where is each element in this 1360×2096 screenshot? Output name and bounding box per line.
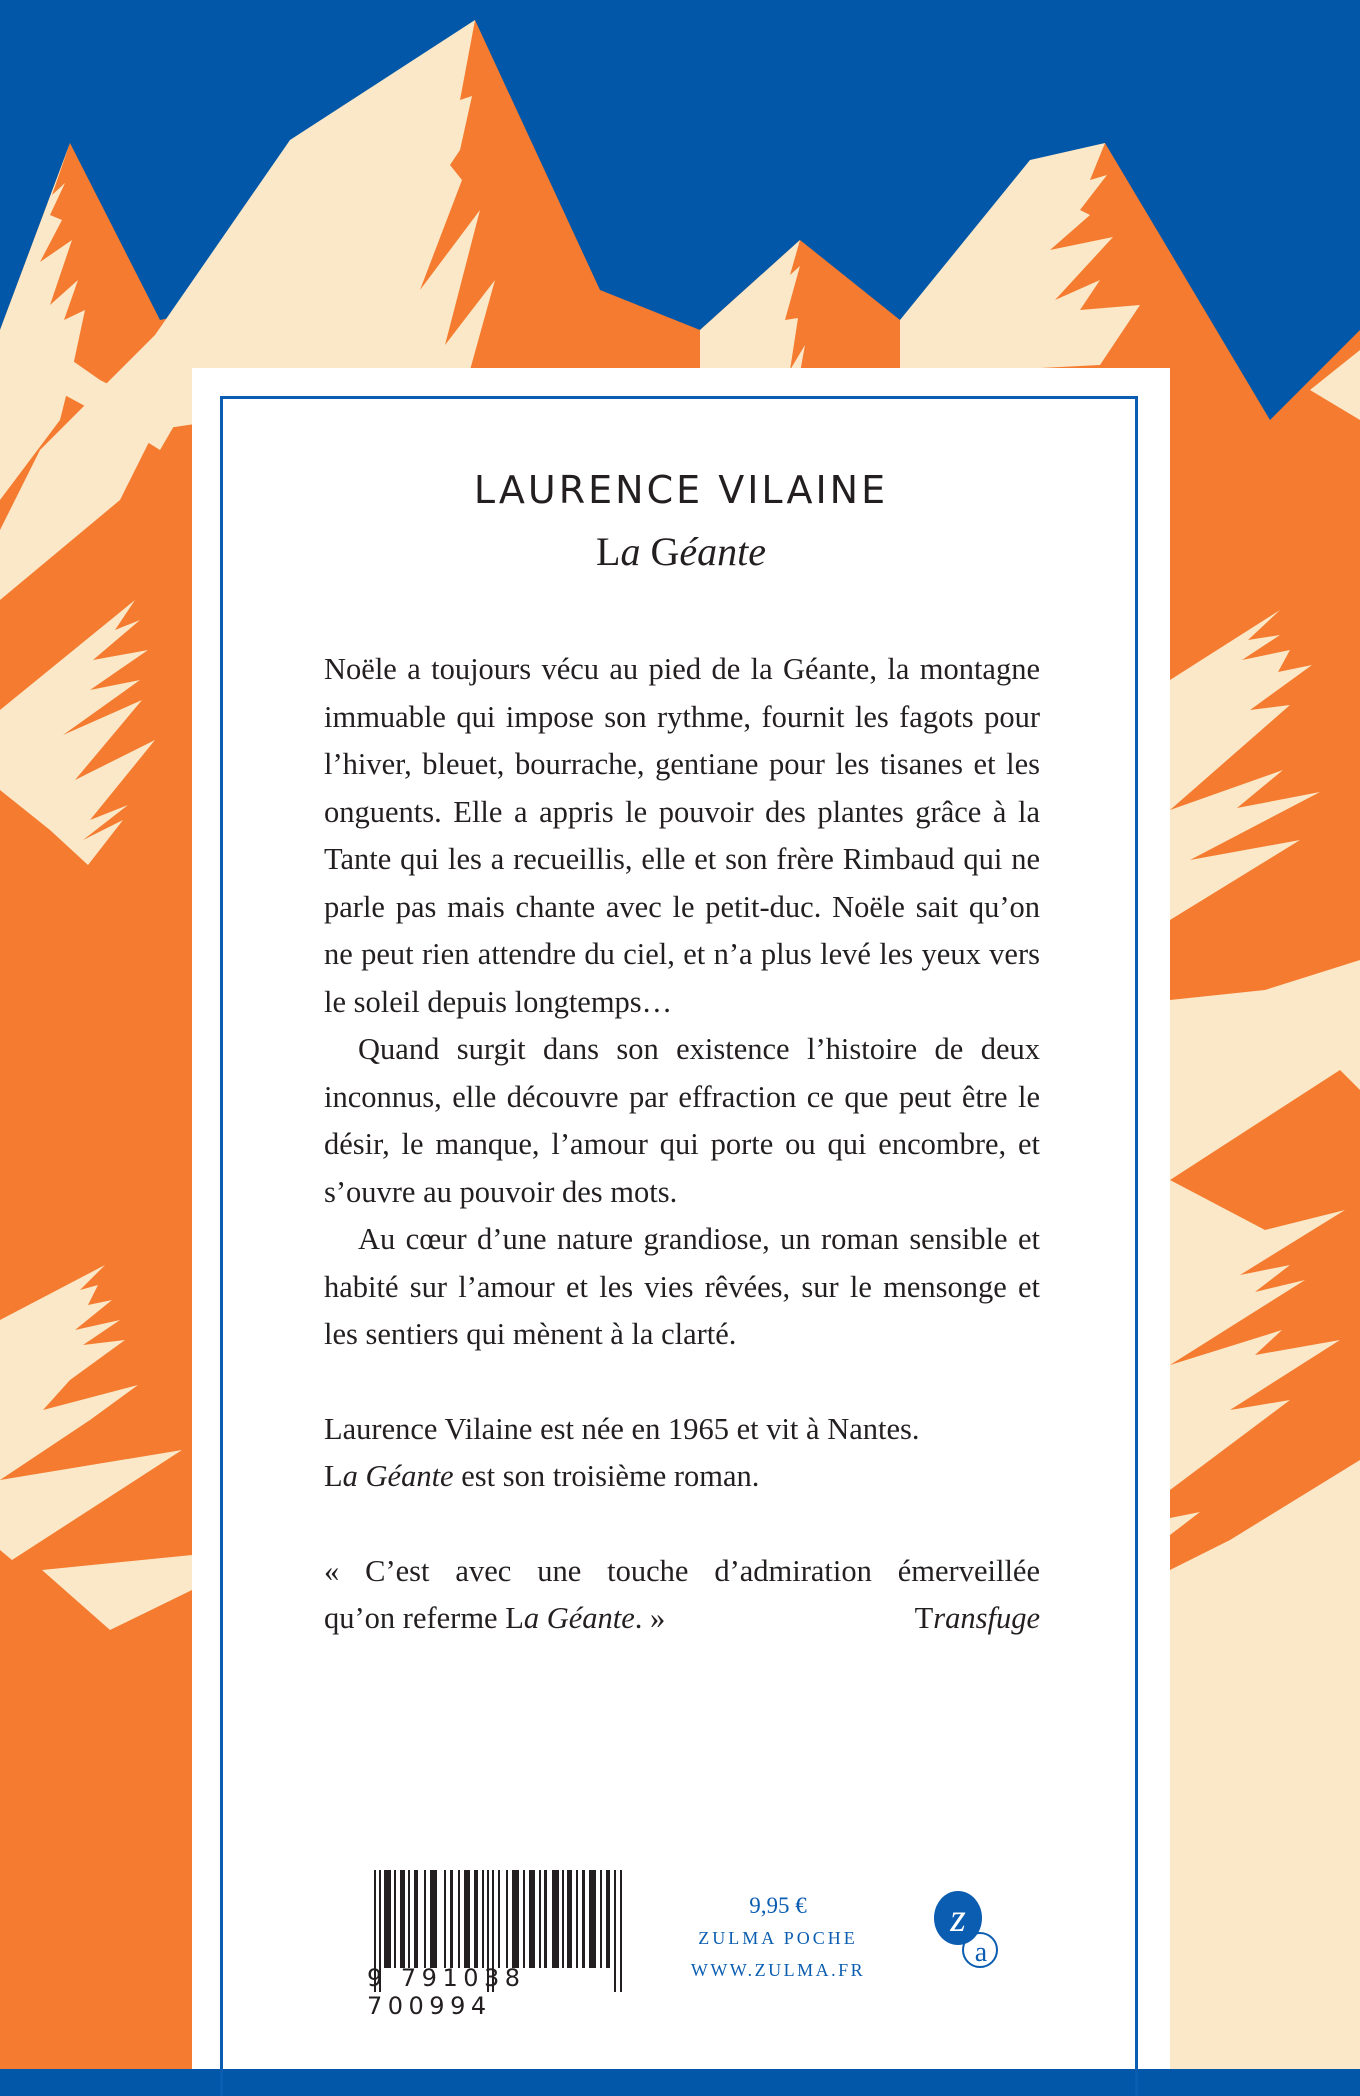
footer — [192, 1868, 1170, 2028]
svg-text:z: z — [950, 1895, 966, 1940]
book-title: La Géante — [596, 529, 766, 574]
blurb-paragraph-1: Noële a toujours vécu au pied de la Géante, la montagne immuable qui impose son rythme, fournit les fagots pour l’hiver, bleuet, bourrache, gentiane pour les tisanes et les onguents. Elle a appris le pouvoir des plantes grâce à la Tante qui les a recueillis, elle et son frère Rimbaud qui ne parle pas mais chante avec le petit-duc. Noële sait qu’on ne peut rien attendre du ciel, et n’a plus levé les yeux vers le soleil depuis longtemps… — [324, 652, 1040, 1019]
review-quote-line-1: « C’est avec une touche d’admiration émerveillée — [324, 1553, 1040, 1588]
svg-text:a: a — [974, 1937, 988, 1968]
publisher-url[interactable]: WWW.ZULMA.FR — [690, 1960, 866, 1980]
blurb — [324, 646, 1040, 1643]
series-name: ZULMA POCHE — [698, 1928, 858, 1948]
zulma-logo-icon — [928, 1886, 1008, 1976]
author-bio-line-2: La Géante est son troisième roman. — [324, 1459, 760, 1493]
isbn-number: 9 791038 700994 — [367, 1964, 526, 2020]
price: 9,95 € — [749, 1893, 807, 1918]
publisher-info — [678, 1890, 878, 1986]
blurb-paragraph-3: Au cœur d’une nature grandiose, un roman sensible et habité sur l’amour et les vies rêvées, sur le mensonge et les sentiers qui mènent à la clarté. — [324, 1222, 1040, 1351]
author-name: LAURENCE VILAINE — [473, 468, 889, 512]
back-cover-panel — [192, 368, 1170, 2069]
review-quote-line-2: qu’on referme La Géante. » Transfuge — [324, 1595, 1040, 1643]
review-source: Transfuge — [914, 1601, 1040, 1635]
author-bio-line-1: Laurence Vilaine est née en 1965 et vit à Nantes. — [324, 1411, 920, 1446]
blurb-paragraph-2: Quand surgit dans son existence l’histoire de deux inconnus, elle découvre par effraction ce que peut être le désir, le manque, l’amour qui porte ou qui encombre, et s’ouvre au pouvoir des mots. — [324, 1032, 1040, 1209]
